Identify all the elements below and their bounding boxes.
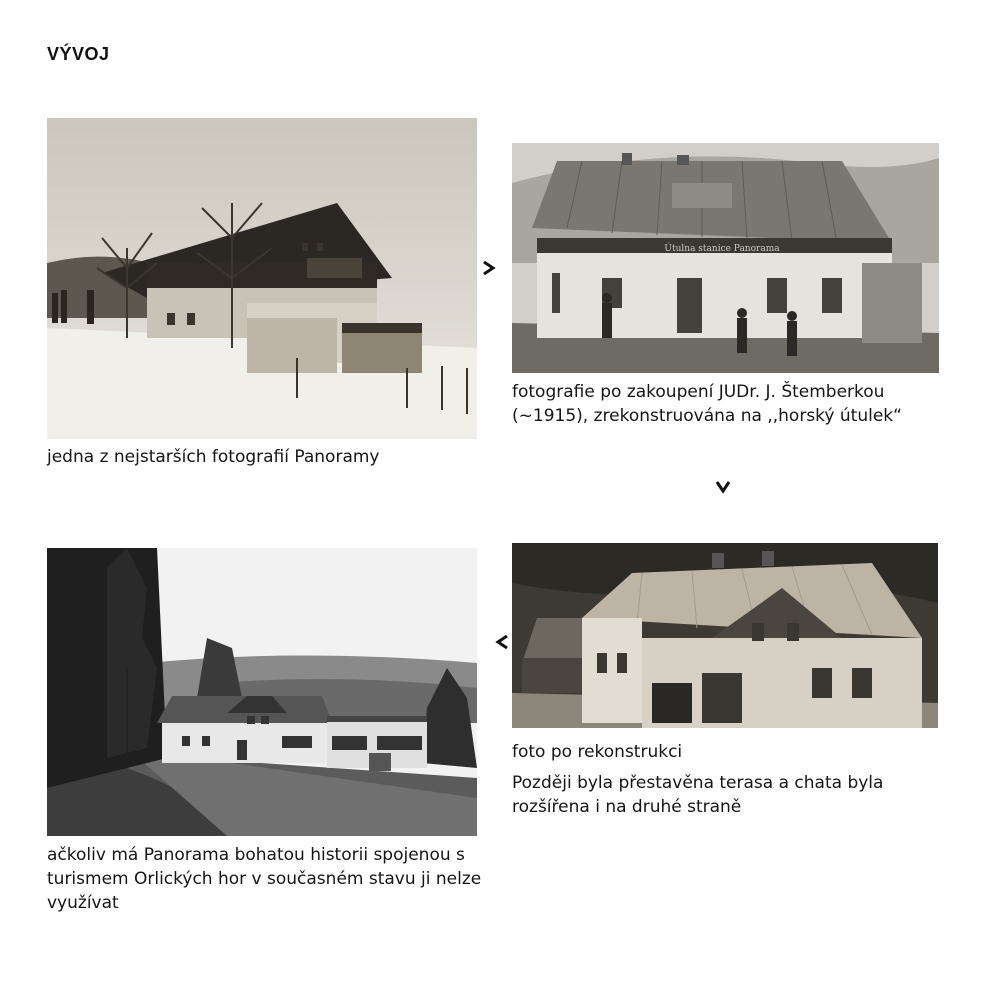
photo-after-reconstruction: [512, 543, 938, 728]
caption-current-state: ačkoliv má Panorama bohatou historii spojenou s turismem Orlických hor v současném stavu ji nelze využívat: [47, 845, 482, 913]
photo-oldest: [47, 118, 477, 439]
caption-after-reconstruction: foto po rekonstrukci: [512, 742, 683, 762]
caption-after-purchase: fotografie po zakoupení JUDr. J. Štemberkou (~1915), zrekonstruována na ,,horský útulek“: [512, 382, 902, 426]
page-title: VÝVOJ: [47, 44, 110, 64]
photo-current-state: [47, 548, 477, 836]
chevron-down-icon: [715, 478, 731, 494]
sign-text: Útulna stanice Panorama: [664, 244, 780, 254]
chevron-right-icon: [481, 260, 497, 276]
note-after-reconstruction: Později byla přestavěna terasa a chata byla rozšířena i na druhé straně: [512, 773, 884, 817]
caption-oldest: jedna z nejstarších fotografií Panoramy: [47, 447, 380, 467]
chevron-left-icon: [494, 634, 510, 650]
photo-after-purchase: [512, 143, 939, 373]
